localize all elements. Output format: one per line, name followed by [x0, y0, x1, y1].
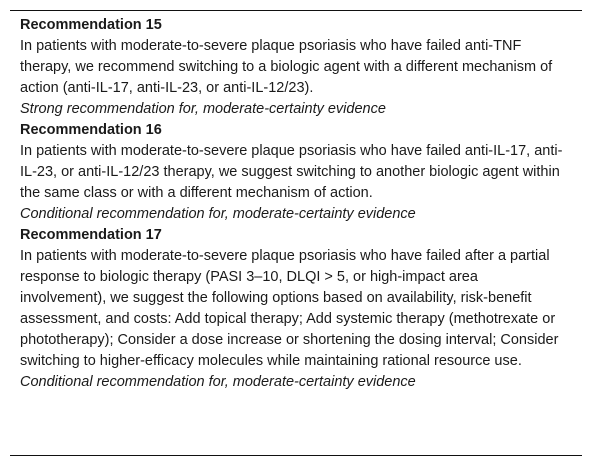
recommendation-strength: Conditional recommendation for, moderate-certainty evidence	[20, 374, 416, 390]
recommendation-title: Recommendation 16	[20, 122, 162, 138]
recommendation-strength: Conditional recommendation for, moderate-certainty evidence	[20, 206, 416, 222]
recommendation-16	[20, 120, 572, 225]
recommendation-text: In patients with moderate-to-severe plaque psoriasis who have failed anti-IL-17, anti-IL-23, or anti-IL-12/23 therapy, we suggest switching to another biologic agent within the same class or with a different mechanism of action.	[20, 143, 563, 201]
recommendation-title: Recommendation 15	[20, 17, 162, 33]
recommendations-table	[10, 10, 582, 456]
recommendation-15	[20, 15, 572, 120]
recommendation-text: In patients with moderate-to-severe plaque psoriasis who have failed anti-TNF therapy, we recommend switching to a biologic agent with a different mechanism of action (anti-IL-17, anti-IL-23, or anti-IL-12/23).	[20, 38, 553, 96]
recommendation-17	[20, 225, 572, 393]
recommendation-strength: Strong recommendation for, moderate-certainty evidence	[20, 101, 386, 117]
recommendation-title: Recommendation 17	[20, 227, 162, 243]
recommendation-text: In patients with moderate-to-severe plaque psoriasis who have failed after a partial response to biologic therapy (PASI 3–10, DLQI > 5, or high-impact area involvement), we suggest the following options based on availability, risk-benefit assessment, and costs: Add topical therapy; Add systemic therapy (methotrexate or phototherapy); Consider a dose increase or shortening the dosing interval; Consider switching to higher-efficacy molecules while maintaining rational resource use.	[20, 248, 559, 369]
